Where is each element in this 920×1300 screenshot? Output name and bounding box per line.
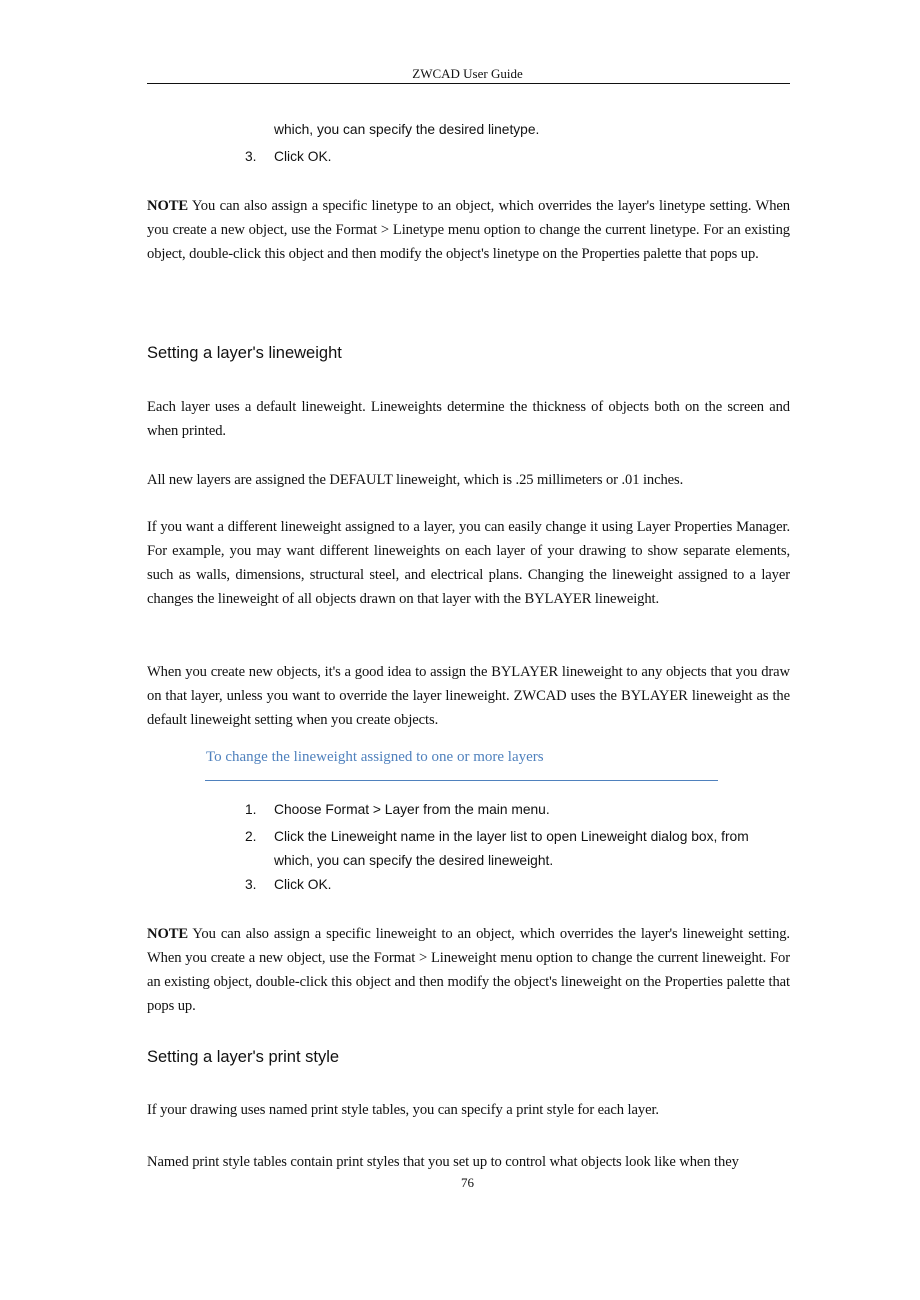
list-item-text: which, you can specify the desired linetype. xyxy=(274,122,540,137)
paragraph: All new layers are assigned the DEFAULT lineweight, which is .25 millimeters or .01 inches. xyxy=(147,472,684,488)
list-item xyxy=(245,825,790,873)
page-number: 76 xyxy=(461,1175,474,1190)
paragraph: When you create new objects, it's a good idea to assign the BYLAYER lineweight to any objects that you draw on that layer, unless you want to override the layer lineweight. ZWCAD uses the BYLAYER lineweight as the default lineweight setting when you create objects. xyxy=(147,664,790,728)
list-item-text: Click the Lineweight name in the layer list to open Lineweight dialog box, from which, you can specify the desired lineweight. xyxy=(274,829,749,868)
list-item-continuation xyxy=(245,118,790,142)
list-number: 2. xyxy=(245,829,257,844)
note-label: NOTE xyxy=(147,198,188,214)
header-rule xyxy=(147,83,790,84)
list-item-text: Click OK. xyxy=(274,149,332,164)
paragraph: Named print style tables contain print styles that you set up to control what objects look like when they xyxy=(147,1154,739,1170)
list-number: 3. xyxy=(245,877,257,892)
note-paragraph xyxy=(147,194,790,266)
note-paragraph xyxy=(147,922,790,1018)
list-item xyxy=(245,145,790,169)
list-item xyxy=(245,873,790,897)
note-text: You can also assign a specific linetype to an object, which overrides the layer's linetype setting. When you create a new object, use the Format > Linetype menu option to change the current linetype. For an existing object, double-click this object and then modify the object's linetype on the Properties palette that pops up. xyxy=(147,198,790,262)
list-item-text: Choose Format > Layer from the main menu. xyxy=(274,802,550,817)
section-heading-lineweight: Setting a layer's lineweight xyxy=(147,344,342,362)
task-title: To change the lineweight assigned to one or more layers xyxy=(206,749,544,765)
note-label: NOTE xyxy=(147,926,188,942)
list-item-text: Click OK. xyxy=(274,877,332,892)
task-title-rule xyxy=(205,780,718,781)
note-text: You can also assign a specific lineweight to an object, which overrides the layer's lineweight setting. When you create a new object, use the Format > Lineweight menu option to change the current lineweight. For an existing object, double-click this object and then modify the object's lineweight on the Properties palette that pops up. xyxy=(147,926,790,1014)
section-heading-print-style: Setting a layer's print style xyxy=(147,1048,340,1066)
running-header: ZWCAD User Guide xyxy=(412,66,523,81)
paragraph: If you want a different lineweight assigned to a layer, you can easily change it using Layer Properties Manager. For example, you may want different lineweights on each layer of your drawing to show separate elements, such as walls, dimensions, structural steel, and electrical plans. Changing the lineweight assigned to a layer changes the lineweight of all objects drawn on that layer with the BYLAYER lineweight. xyxy=(147,519,790,607)
list-item xyxy=(245,798,790,822)
list-number: 1. xyxy=(245,802,257,817)
list-number: 3. xyxy=(245,149,257,164)
paragraph: Each layer uses a default lineweight. Lineweights determine the thickness of objects both on the screen and when printed. xyxy=(147,399,790,439)
paragraph: If your drawing uses named print style tables, you can specify a print style for each layer. xyxy=(147,1102,659,1118)
